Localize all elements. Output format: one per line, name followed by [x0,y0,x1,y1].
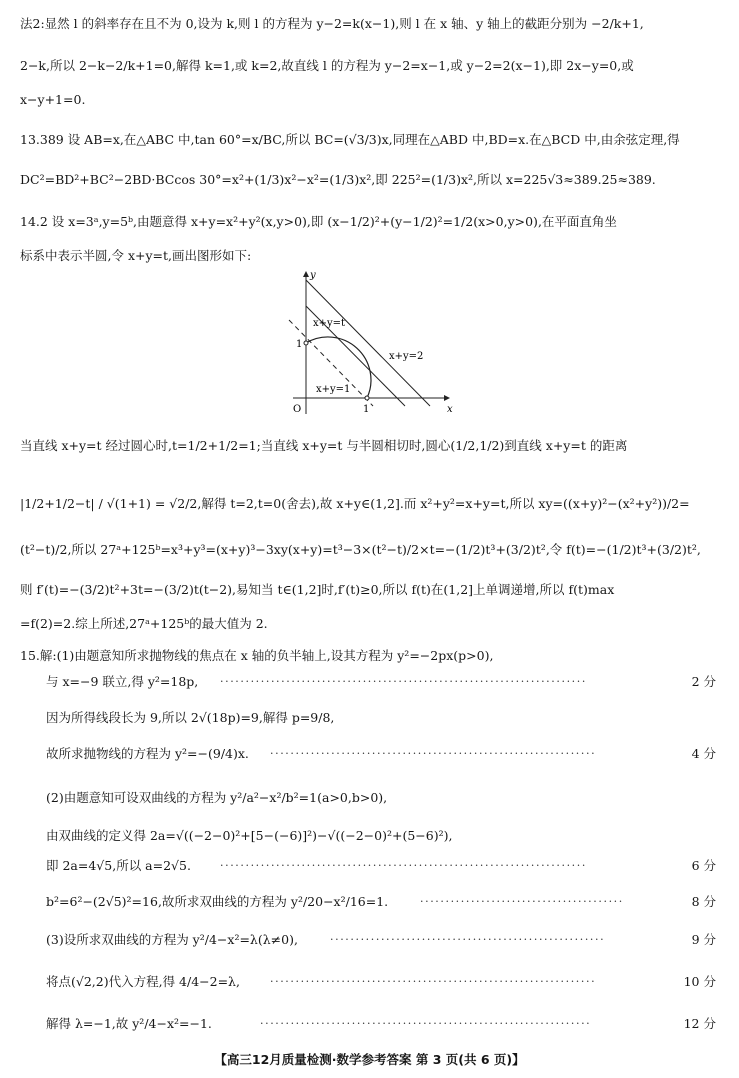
dot-leader: ································································· [260,1017,592,1030]
dot-leader: ········································································ [220,859,587,872]
score-label: 6 分 [691,858,716,873]
score-label: 4 分 [691,746,716,761]
score-label: 12 分 [683,1016,716,1031]
dot-leader: ········································································ [220,675,587,688]
dot-leader: ································································ [270,975,597,988]
score-label: 10 分 [683,974,716,989]
tick-y-label: 1 [296,339,303,350]
axis-y-label: y [310,270,316,281]
score-label: 2 分 [691,674,716,689]
dot-leader: ······················································ [330,933,606,946]
dot-leader: ································································ [270,747,597,760]
score-label: 8 分 [691,894,716,909]
page-footer: 【高三12月质量检测·数学参考答案 第 3 页(共 6 页)】 [214,1052,525,1067]
endpoint-x [365,396,369,400]
tick-x-label: 1 [363,404,370,415]
line-1-label: x+y=1 [316,384,351,395]
semicircle-figure [283,268,455,418]
dot-leader: ········································ [420,895,624,908]
score-label: 9 分 [691,932,716,947]
origin-label: O [293,404,302,415]
endpoint-y [304,341,308,345]
line-t-label: x+y=t [313,318,346,329]
axis-x-label: x [447,404,453,415]
line-2-label: x+y=2 [389,351,424,362]
